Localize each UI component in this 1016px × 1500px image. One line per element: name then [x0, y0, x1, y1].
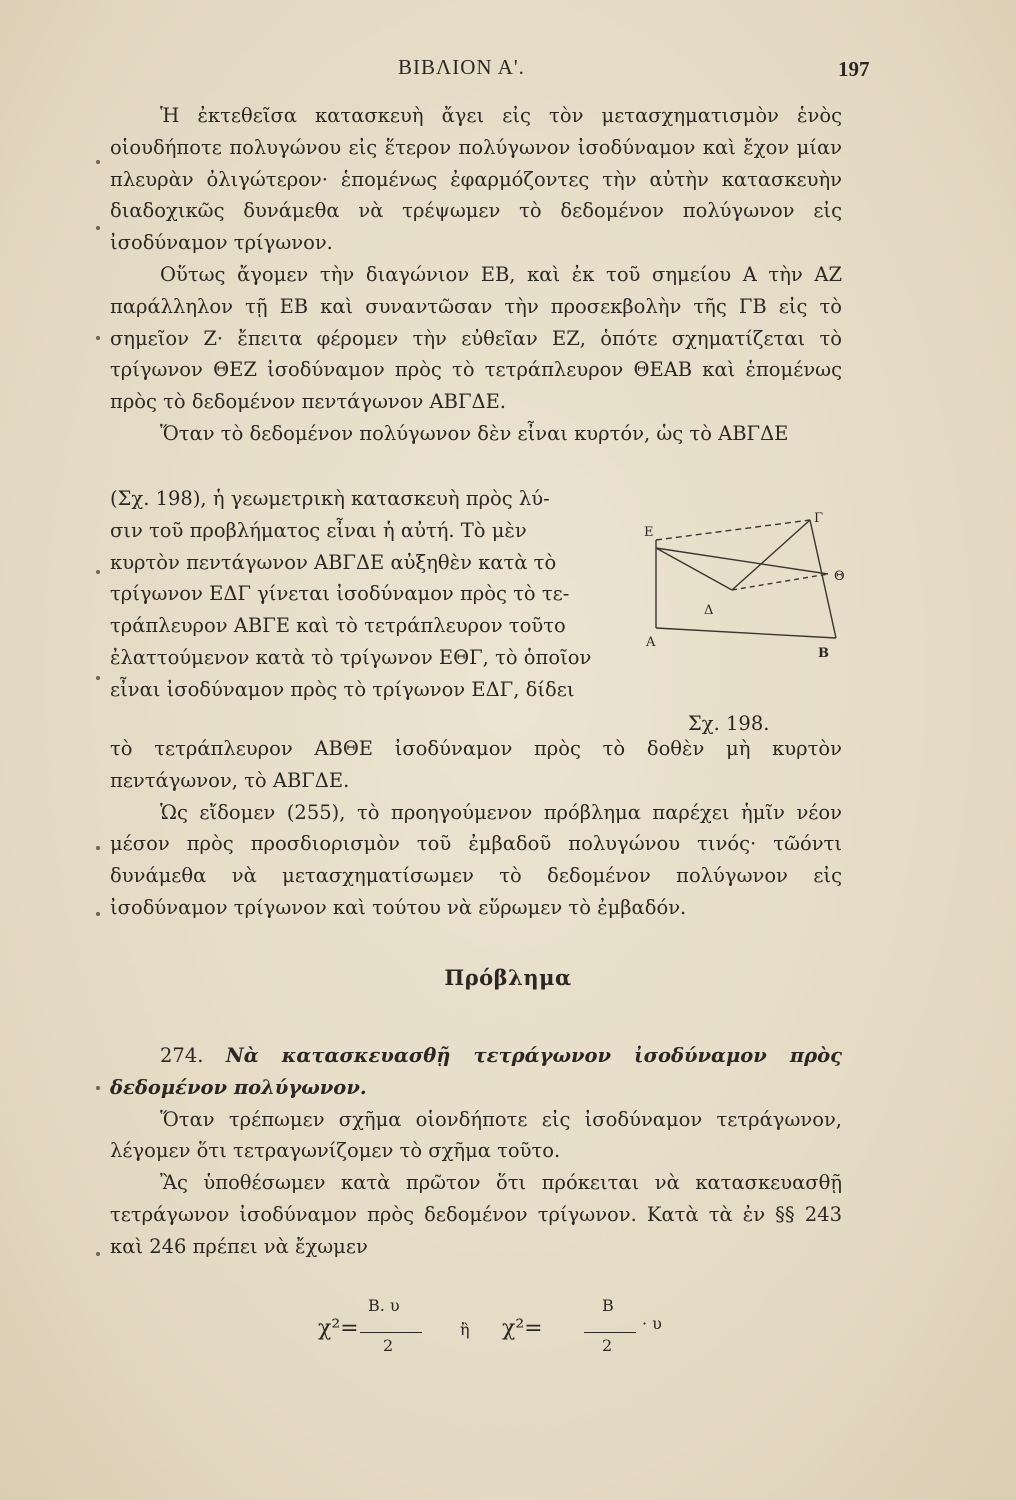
margin-mark: [96, 1086, 100, 1090]
formula-conjunction: ἢ: [460, 1320, 470, 1339]
figure-caption: Σχ. 198.: [688, 712, 770, 735]
fraction-bar-2: [584, 1332, 636, 1333]
problem-number: 274.: [160, 1044, 204, 1067]
problem-paragraph: [110, 1040, 842, 1104]
formula-numerator-1: Β. υ: [368, 1296, 400, 1315]
margin-mark: [96, 676, 100, 680]
formula: [0, 1292, 1016, 1372]
text-line: τρίγωνον ΕΔΓ γίνεται ἰσοδύναμον πρὸς τὸ τε-: [110, 582, 570, 606]
formula-numerator-2: Β: [602, 1296, 614, 1315]
text-line: ἐλαττούμενον κατὰ τὸ τρίγωνον ΕΘΓ, τὸ ὁποῖον: [110, 645, 592, 669]
formula-denominator-2: 2: [602, 1336, 613, 1355]
margin-mark: [96, 226, 100, 230]
text-block-top: [110, 100, 842, 450]
paragraph: Ὡς εἴδομεν (255), τὸ προηγούμενον πρόβλημα παρέχει ἡμῖν νέον μέσον πρὸς προσδιορισμὸν τοῦ ἐμβαδοῦ πολυγώνου τινός· τῶόντι δυνάμεθα νὰ μετασχηματίσωμεν τὸ δεδομένον πολύγωνον εἰς ἰσοδύναμον τρίγωνον καὶ τούτου νὰ εὕρωμεν τὸ ἐμβαδόν.: [110, 800, 842, 919]
fig-line-a-b: [656, 628, 836, 638]
page-header: [0, 55, 1016, 85]
margin-mark: [96, 846, 100, 850]
fraction-bar-1: [360, 1332, 422, 1333]
paragraph: Ὅταν τρέπωμεν σχῆμα οἱονδήποτε εἰς ἰσοδύναμον τετράγωνον, λέγομεν ὅτι τετραγωνίζομεν τὸ σχῆμα τοῦτο.: [110, 1107, 842, 1163]
margin-mark: [96, 570, 100, 574]
text-line: σιν τοῦ προβλήματος εἶναι ἡ αὐτή. Τὸ μὲν: [110, 518, 527, 542]
margin-mark: [96, 912, 100, 916]
fig-label-b: Β: [818, 646, 829, 660]
geometry-figure: [640, 510, 860, 660]
fig-label-e: Ε: [644, 525, 654, 540]
fig-label-d: Δ: [704, 603, 714, 618]
formula-denominator-1: 2: [383, 1336, 394, 1355]
fig-line-b-g: [810, 520, 836, 638]
text-line: εἶναι ἰσοδύναμον πρὸς τὸ τρίγωνον ΕΔΓ, δίδει: [110, 677, 575, 701]
fig-label-a: Α: [646, 635, 656, 650]
margin-mark: [96, 160, 100, 164]
formula-lhs-1: χ²=: [318, 1316, 359, 1341]
text-line: τράπλευρον ΑΒΓΕ καὶ τὸ τετράπλευρον τοῦτο: [110, 614, 566, 638]
page-number: 197: [838, 57, 870, 81]
paragraph: Ἂς ὑποθέσωμεν κατὰ πρῶτον ὅτι πρόκειται νὰ κατασκευασθῇ τετράγωνον ἰσοδύναμον πρὸς δεδομένον τρίγωνον. Κατὰ τὰ ἐν §§ 243 καὶ 246 πρέπει νὰ ἔχωμεν: [110, 1171, 842, 1258]
fig-label-g: Γ: [814, 511, 824, 526]
fig-line-e-th: [656, 548, 828, 574]
text-line: κυρτὸν πεντάγωνον ΑΒΓΔΕ αὐξηθὲν κατὰ τὸ: [110, 550, 557, 574]
paragraph: Ὅταν τὸ δεδομένον πολύγωνον δὲν εἶναι κυρτόν, ὡς τὸ ΑΒΓΔΕ: [160, 421, 789, 445]
section-heading: Πρόβλημα: [444, 965, 572, 990]
margin-mark: [96, 336, 100, 340]
formula-lhs-2: χ²=: [502, 1316, 543, 1341]
margin-mark: [96, 1252, 100, 1256]
problem-statement: Νὰ κατασκευασθῇ τετράγωνον ἰσοδύναμον πρὸς δεδομένον πολύγωνον.: [110, 1044, 843, 1099]
text-line: (Σχ. 198), ἡ γεωμετρικὴ κατασκευὴ πρὸς λύ-: [110, 487, 550, 510]
fig-label-th: Θ: [834, 569, 845, 584]
text-block-after-figure: [110, 733, 842, 924]
paragraph: Ἡ ἐκτεθεῖσα κατασκευὴ ἄγει εἰς τὸν μετασχηματισμὸν ἑνὸς οἱουδήποτε πολυγώνου εἰς ἕτερον πολύγωνον ἰσοδύναμον καὶ ἔχον μίαν πλευρὰν ὀλιγώτερον· ἑπομένως ἐφαρμόζοντες τὴν αὐτὴν κατασκευὴν διαδοχικῶς δυνάμεθα νὰ τρέψωμεν τὸ δεδομένον πολύγωνον εἰς ἰσοδύναμον τρίγωνον.: [110, 104, 842, 255]
paragraph: τὸ τετράπλευρον ΑΒΘΕ ἰσοδύναμον πρὸς τὸ δοθὲν μὴ κυρτὸν πεντάγωνον, τὸ ΑΒΓΔΕ.: [110, 737, 842, 792]
running-title: ΒΙΒΛΙΟΝ Α'.: [398, 55, 525, 79]
paragraph: Οὕτως ἄγομεν τὴν διαγώνιον ΕΒ, καὶ ἐκ τοῦ σημείου Α τὴν ΑΖ παράλληλον τῇ ΕΒ καὶ συναντῶσαν τὴν προσεκβολὴν τῆς ΓΒ εἰς τὸ σημεῖον Ζ· ἔπειτα φέρομεν τὴν εὐθεῖαν ΕΖ, ὁπότε σχηματίζεται τὸ τρίγωνον ΘΕΖ ἰσοδύναμον πρὸς τὸ τετράπλευρον ΘΕΑΒ καὶ ἑπομένως πρὸς τὸ δεδομένον πεντάγωνον ΑΒΓΔΕ.: [110, 262, 842, 414]
text-block-problem: [110, 1040, 842, 1263]
formula-tail: · υ: [642, 1314, 662, 1333]
fig-line-e-g: [656, 520, 810, 540]
